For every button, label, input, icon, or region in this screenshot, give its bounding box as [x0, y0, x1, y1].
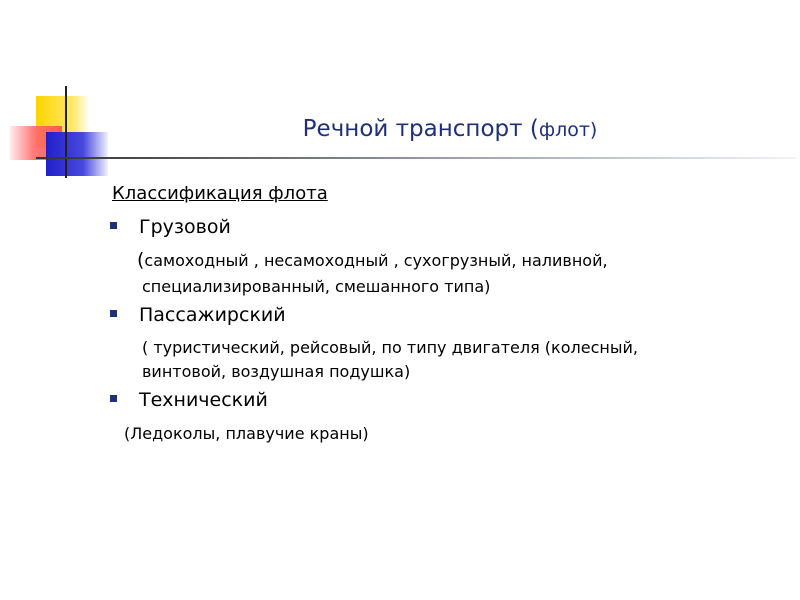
- slide-title: [200, 116, 700, 142]
- list-item-cargo: [110, 216, 231, 238]
- decor-vertical-line: [65, 86, 67, 178]
- category-description-line: ( туристический, рейсовый, по типу двигателя (колесный,: [142, 338, 638, 357]
- list-item-technical: [110, 389, 268, 411]
- category-description-line: [137, 248, 608, 273]
- decor-blue-square: [46, 132, 108, 176]
- slide-title-small: флот): [538, 119, 598, 141]
- category-label: Пассажирский: [139, 304, 286, 326]
- bullet-square-icon: [110, 310, 117, 317]
- bullet-square-icon: [110, 395, 117, 402]
- bullet-square-icon: [110, 222, 117, 229]
- category-description-line: специализированный, смешанного типа): [142, 277, 491, 296]
- category-label: Грузовой: [139, 216, 231, 238]
- list-item-passenger: [110, 304, 286, 326]
- slide-title-main: Речной транспорт (: [302, 116, 539, 142]
- section-heading: Классификация флота: [112, 183, 328, 204]
- category-description-line: (Ледоколы, плавучие краны): [124, 424, 369, 443]
- description-paren: (: [137, 249, 145, 271]
- category-description-line: винтовой, воздушная подушка): [142, 362, 411, 381]
- category-label: Технический: [139, 389, 268, 411]
- description-text: самоходный , несамоходный , сухогрузный, наливной,: [144, 251, 608, 270]
- decor-horizontal-rule: [36, 157, 796, 159]
